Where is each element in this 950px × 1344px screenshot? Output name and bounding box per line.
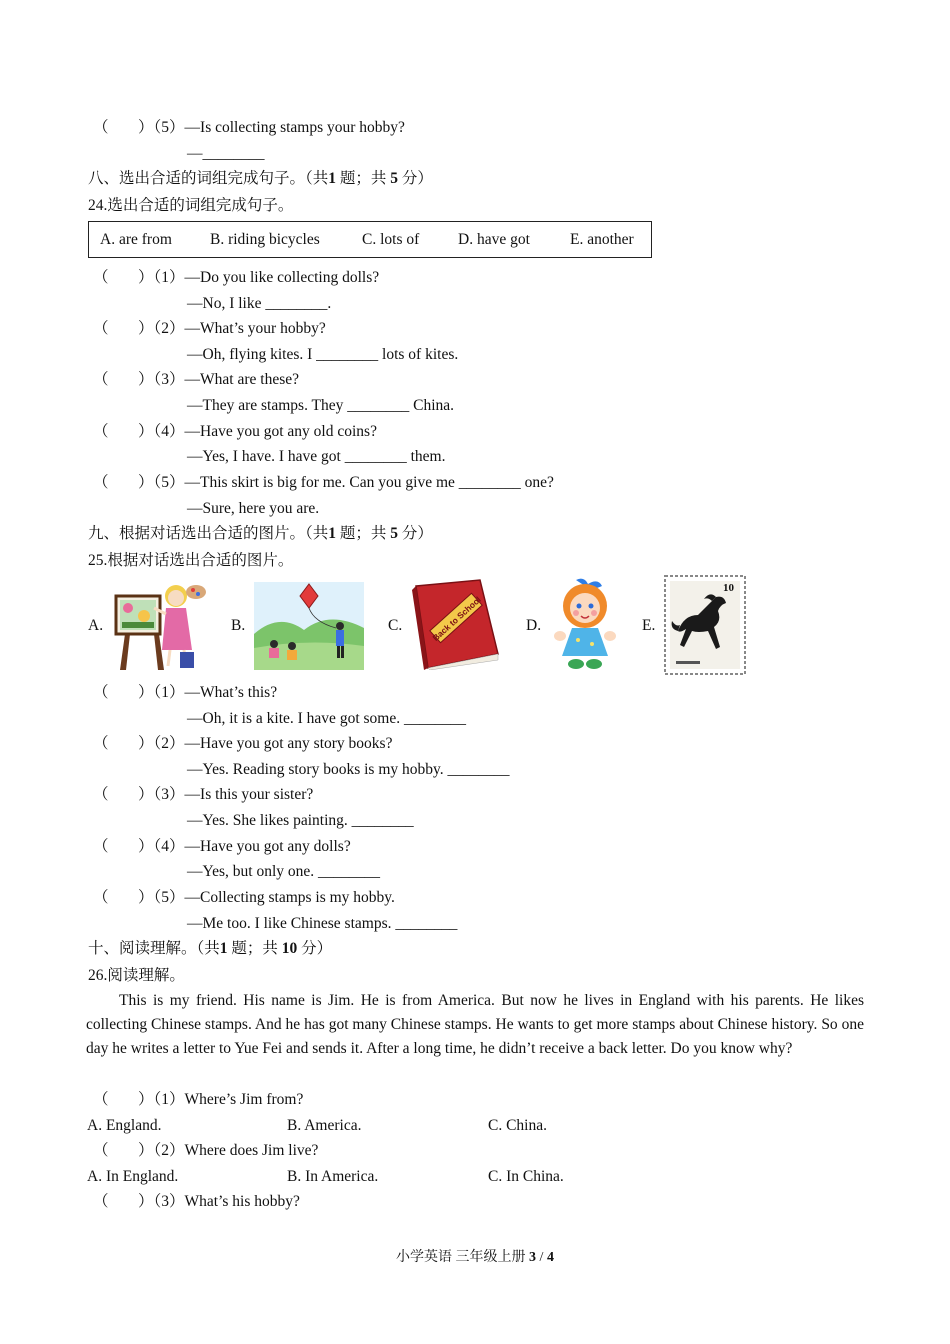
- q26-choice-c: C. In China.: [488, 1168, 564, 1185]
- palette-dot: [196, 592, 200, 596]
- q24-answer-1: —No, I like ________.: [187, 295, 332, 312]
- picture-label-a: A.: [88, 617, 104, 634]
- stamp-inscription: [676, 661, 700, 664]
- option-c: C. lots of: [362, 231, 420, 248]
- q25-answer-2: —Yes. Reading story books is my hobby. ________: [187, 761, 510, 778]
- q26-choice-c: C. China.: [488, 1117, 547, 1134]
- doll-hand: [554, 631, 566, 641]
- book-title: Back to School: [430, 594, 483, 644]
- q24-stem: 24.选出合适的词组完成句子。: [88, 197, 294, 214]
- q26-choice-a: A. In England.: [87, 1168, 179, 1185]
- horse-stamp-picture: [664, 575, 746, 675]
- q25-stem: 25.根据对话选出合适的图片。: [88, 552, 294, 569]
- answer-bracket: （: [93, 684, 109, 701]
- answer-bracket: （: [93, 838, 109, 855]
- q26-item-2: ）（2）Where does Jim live?: [138, 1142, 319, 1159]
- option-a: A. are from: [100, 231, 172, 248]
- story-book-picture: [410, 578, 502, 670]
- answer-bracket: （: [93, 269, 109, 286]
- q24-item-4: ）（4）—Have you got any old coins?: [138, 423, 377, 440]
- girl-face: [168, 590, 184, 606]
- doll-eye: [589, 604, 594, 609]
- doll-shoe: [586, 659, 602, 669]
- q24-answer-2: —Oh, flying kites. I ________ lots of kites.: [187, 346, 459, 363]
- kite-flying-picture: [254, 582, 364, 670]
- doll-hand: [604, 631, 616, 641]
- boy-leg: [337, 646, 340, 658]
- picture-label-c: C.: [388, 617, 403, 634]
- stamp-value: 10: [723, 582, 734, 594]
- option-e: E. another: [570, 231, 634, 248]
- page-footer: 小学英语 三年级上册 3 / 4: [396, 1250, 554, 1265]
- painted-sun: [138, 610, 150, 622]
- picture-label-b: B.: [231, 617, 246, 634]
- picture-label-e: E.: [642, 617, 656, 634]
- q25-item-2: ）（2）—Have you got any story books?: [138, 735, 393, 752]
- section-10-title: 十、阅读理解。（共1 题；共 10 分）: [88, 940, 333, 957]
- answer-bracket: （: [93, 889, 109, 906]
- q26-choice-b: B. America.: [287, 1117, 362, 1134]
- child-head: [288, 642, 296, 650]
- q24-answer-3: —They are stamps. They ________ China.: [187, 397, 455, 414]
- boy-body: [336, 630, 344, 646]
- boy-head: [336, 622, 344, 630]
- paint-bucket: [180, 652, 194, 668]
- q24-item-3: ）（3）—What are these?: [138, 371, 299, 388]
- answer-bracket: （: [93, 119, 109, 136]
- q26-item-1: ）（1）Where’s Jim from?: [138, 1091, 304, 1108]
- painted-grass: [122, 622, 154, 628]
- doll-cheek: [591, 610, 597, 616]
- doll-eye: [577, 604, 582, 609]
- child-body: [269, 648, 279, 658]
- q25-answer-5: —Me too. I like Chinese stamps. ________: [187, 915, 458, 932]
- q23-item-5: ）（5）—Is collecting stamps your hobby?: [138, 119, 405, 136]
- doll-cheek: [573, 610, 579, 616]
- answer-bracket: （: [93, 1142, 109, 1159]
- dress-dot: [590, 642, 594, 646]
- q24-answer-5: —Sure, here you are.: [187, 500, 320, 517]
- palette-dot: [191, 588, 195, 592]
- child-head: [270, 640, 278, 648]
- answer-bracket: （: [93, 371, 109, 388]
- answer-bracket: （: [93, 423, 109, 440]
- q24-item-2: ）（2）—What’s your hobby?: [138, 320, 326, 337]
- q25-answer-4: —Yes, but only one. ________: [187, 863, 381, 880]
- q25-answer-1: —Oh, it is a kite. I have got some. ________: [187, 710, 466, 727]
- answer-bracket: （: [93, 786, 109, 803]
- q24-item-5: ）（5）—This skirt is big for me. Can you give me ________ one?: [138, 474, 554, 491]
- doll-picture: [550, 576, 620, 672]
- girl-dress: [162, 608, 192, 650]
- q25-item-3: ）（3）—Is this your sister?: [138, 786, 314, 803]
- answer-bracket: （: [93, 735, 109, 752]
- answer-bracket: （: [93, 1091, 109, 1108]
- q26-choice-b: B. In America.: [287, 1168, 379, 1185]
- word-bank-box: [88, 221, 652, 258]
- answer-bracket: （: [93, 320, 109, 337]
- q25-item-5: ）（5）—Collecting stamps is my hobby.: [138, 889, 395, 906]
- picture-label-d: D.: [526, 617, 542, 634]
- q25-answer-3: —Yes. She likes painting. ________: [187, 812, 414, 829]
- answer-bracket: （: [93, 1193, 109, 1210]
- boy-leg: [341, 646, 344, 658]
- section-8-title: 八、选出合适的词组完成句子。（共1 题；共 5 分）: [88, 170, 433, 187]
- paint-palette: [186, 585, 206, 599]
- q26-item-3: ）（3）What’s his hobby?: [138, 1193, 300, 1210]
- child-body: [287, 650, 297, 660]
- doll-dress: [562, 628, 608, 656]
- painted-flower: [123, 603, 133, 613]
- q24-item-1: ）（1）—Do you like collecting dolls?: [138, 269, 380, 286]
- q25-item-1: ）（1）—What’s this?: [138, 684, 278, 701]
- q26-choice-a: A. England.: [87, 1117, 162, 1134]
- answer-bracket: （: [93, 474, 109, 491]
- girl-leg: [168, 650, 170, 666]
- q25-item-4: ）（4）—Have you got any dolls?: [138, 838, 351, 855]
- section-9-title: 九、根据对话选出合适的图片。（共1 题；共 5 分）: [88, 525, 433, 542]
- q24-answer-4: —Yes, I have. I have got ________ them.: [187, 448, 446, 465]
- doll-shoe: [568, 659, 584, 669]
- q26-stem: 26.阅读理解。: [88, 967, 185, 984]
- dress-dot: [576, 638, 580, 642]
- q23-reply: —________: [187, 145, 265, 162]
- painting-girl-picture: [108, 578, 208, 670]
- option-d: D. have got: [458, 231, 530, 248]
- option-b: B. riding bicycles: [210, 231, 320, 248]
- reading-passage: This is my friend. His name is Jim. He is from America. But now he lives in England with his parents. He likes collecting Chinese stamps. And he has got many Chinese stamps. He wants to get more stamps about Chinese history. So one day he writes a letter to Yue Fei and sends it. After a long time, he didn’t receive a back letter. Do you know why?: [86, 992, 864, 1057]
